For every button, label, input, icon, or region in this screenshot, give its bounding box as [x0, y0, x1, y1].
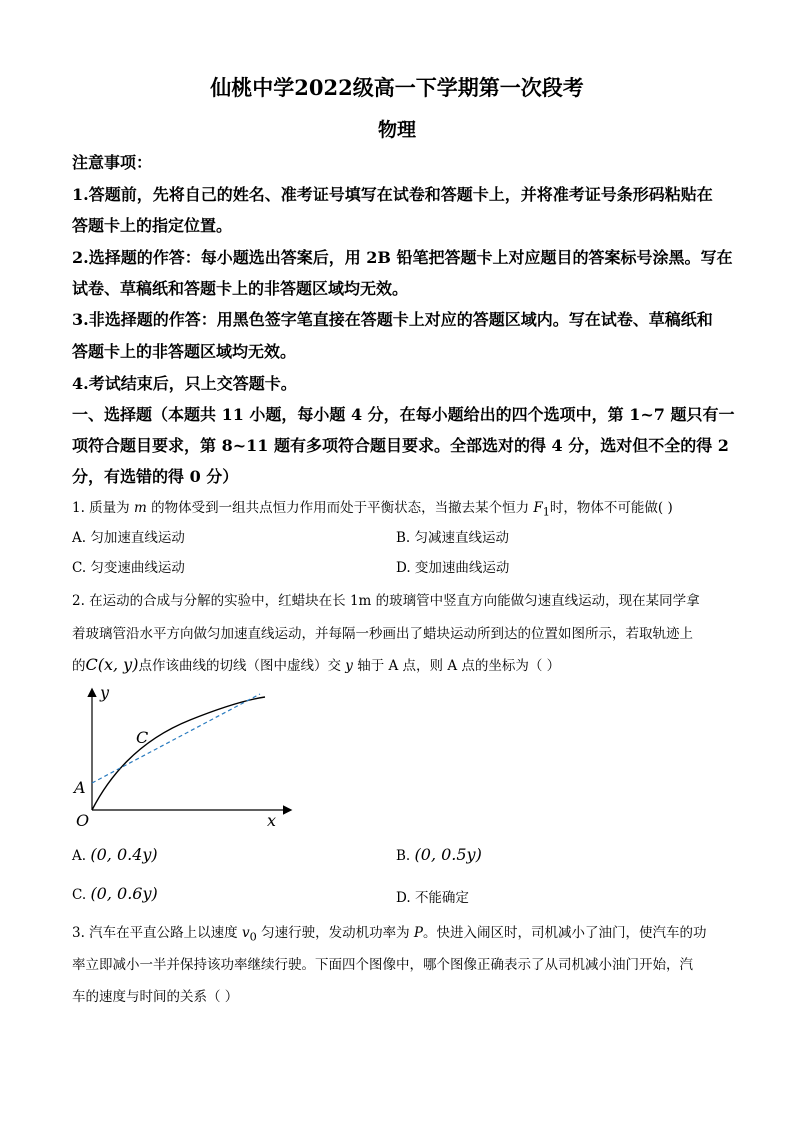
- notice-line: 答题卡上的非答题区域均无效。: [72, 342, 297, 361]
- option-letter: D.: [396, 890, 411, 906]
- q2-text: 的: [72, 658, 86, 674]
- option-value: (0, 0.5y): [414, 845, 482, 864]
- notice-line: 答题卡上的指定位置。: [72, 216, 233, 235]
- q3-velocity-symbol: v: [241, 925, 250, 941]
- q1-text: 时，物体不可能做( ): [549, 500, 673, 516]
- exam-title: 仙桃中学2022级高一下学期第一次段考: [210, 75, 584, 100]
- q3-text: 3. 汽车在平直公路上以速度: [72, 925, 242, 941]
- q1-force-subscript: 1: [542, 505, 550, 519]
- question-1-stem: [72, 496, 673, 519]
- section-heading-line: 分，有选错的得 0 分）: [72, 467, 239, 486]
- q1-option-a: A. 匀加速直线运动: [72, 530, 185, 546]
- point-c-label: C: [136, 728, 149, 747]
- q1-mass-symbol: m: [133, 500, 147, 516]
- q3-text: 。快进入闹区时，司机减小了油门，使汽车的功: [422, 925, 707, 941]
- question-3-line: [72, 921, 706, 944]
- q1-text: 的物体受到一组共点恒力作用而处于平衡状态，当撤去某个恒力: [146, 500, 534, 516]
- q1-option-d: D. 变加速曲线运动: [396, 560, 510, 576]
- subject-title: 物理: [377, 119, 416, 141]
- q1-text: 1. 质量为: [72, 500, 134, 516]
- q2-text: 点作该曲线的切线（图中虚线）交: [138, 658, 346, 674]
- q2-option-c: [72, 884, 158, 903]
- question-3-line: 车的速度与时间的关系（ ）: [72, 989, 239, 1005]
- option-letter: A.: [72, 848, 87, 864]
- section-heading-line: 一、选择题（本题共 11 小题，每小题 4 分，在每小题给出的四个选项中，第 1~7 题只有一: [72, 405, 735, 424]
- notice-line: 试卷、草稿纸和答题卡上的非答题区域均无效。: [72, 279, 409, 298]
- q2-y-symbol: y: [345, 658, 353, 674]
- question-2-line: 着玻璃管沿水平方向做匀加速直线运动，并每隔一秒画出了蜡块运动所到达的位置如图所示，若取轨迹上: [72, 626, 693, 642]
- question-2-line: 2. 在运动的合成与分解的实验中，红蜡块在长 1m 的玻璃管中竖直方向能做匀速直线运动，现在某同学拿: [72, 593, 700, 609]
- q2-option-b: [396, 845, 482, 864]
- y-axis-label: y: [100, 683, 110, 702]
- notice-heading: 注意事项：: [72, 153, 153, 172]
- option-letter: C.: [72, 887, 87, 903]
- x-axis-label: x: [267, 811, 277, 830]
- q3-text: 匀速行驶，发动机功率为: [256, 925, 414, 941]
- notice-line: 4.考试结束后，只上交答题卡。: [72, 374, 297, 393]
- q1-force-symbol: F: [533, 500, 543, 516]
- q1-option-b: B. 匀减速直线运动: [396, 530, 510, 546]
- trajectory-curve: [92, 697, 265, 810]
- point-a-label: A: [74, 778, 86, 797]
- notice-line: 2.选择题的作答：每小题选出答案后，用 2B 铅笔把答题卡上对应题目的答案标号涂黑。写在: [72, 248, 733, 267]
- q2-option-d: [396, 886, 469, 906]
- q3-velocity-subscript: 0: [249, 930, 257, 944]
- origin-label: O: [76, 811, 90, 830]
- question-3-line: 率立即减小一半并保持该功率继续行驶。下面四个图像中，哪个图像正确表示了从司机减小油门开始，汽: [72, 957, 693, 973]
- tangent-line: [92, 694, 260, 783]
- q2-option-a: [72, 845, 158, 864]
- q2-text: 轴于 A 点，则 A 点的坐标为（ ）: [352, 658, 561, 674]
- option-value: (0, 0.6y): [90, 884, 158, 903]
- q3-power-symbol: P: [413, 925, 423, 941]
- notice-line: 3.非选择题的作答：用黑色签字笔直接在答题卡上对应的答题区域内。写在试卷、草稿纸和: [72, 310, 713, 329]
- q1-option-c: C. 匀变速曲线运动: [72, 560, 185, 576]
- option-value: (0, 0.4y): [90, 845, 158, 864]
- q2-point-c-coordinates: C(x, y): [85, 655, 139, 674]
- notice-line: 1.答题前，先将自己的姓名、准考证号填写在试卷和答题卡上，并将准考证号条形码粘贴在: [72, 185, 713, 204]
- question-2-line: [72, 654, 560, 674]
- option-letter: B.: [396, 848, 411, 864]
- trajectory-figure: [70, 680, 300, 835]
- section-heading-line: 项符合题目要求，第 8~11 题有多项符合题目要求。全部选对的得 4 分，选对但不全的得 2: [72, 436, 729, 455]
- option-value: 不能确定: [414, 890, 469, 906]
